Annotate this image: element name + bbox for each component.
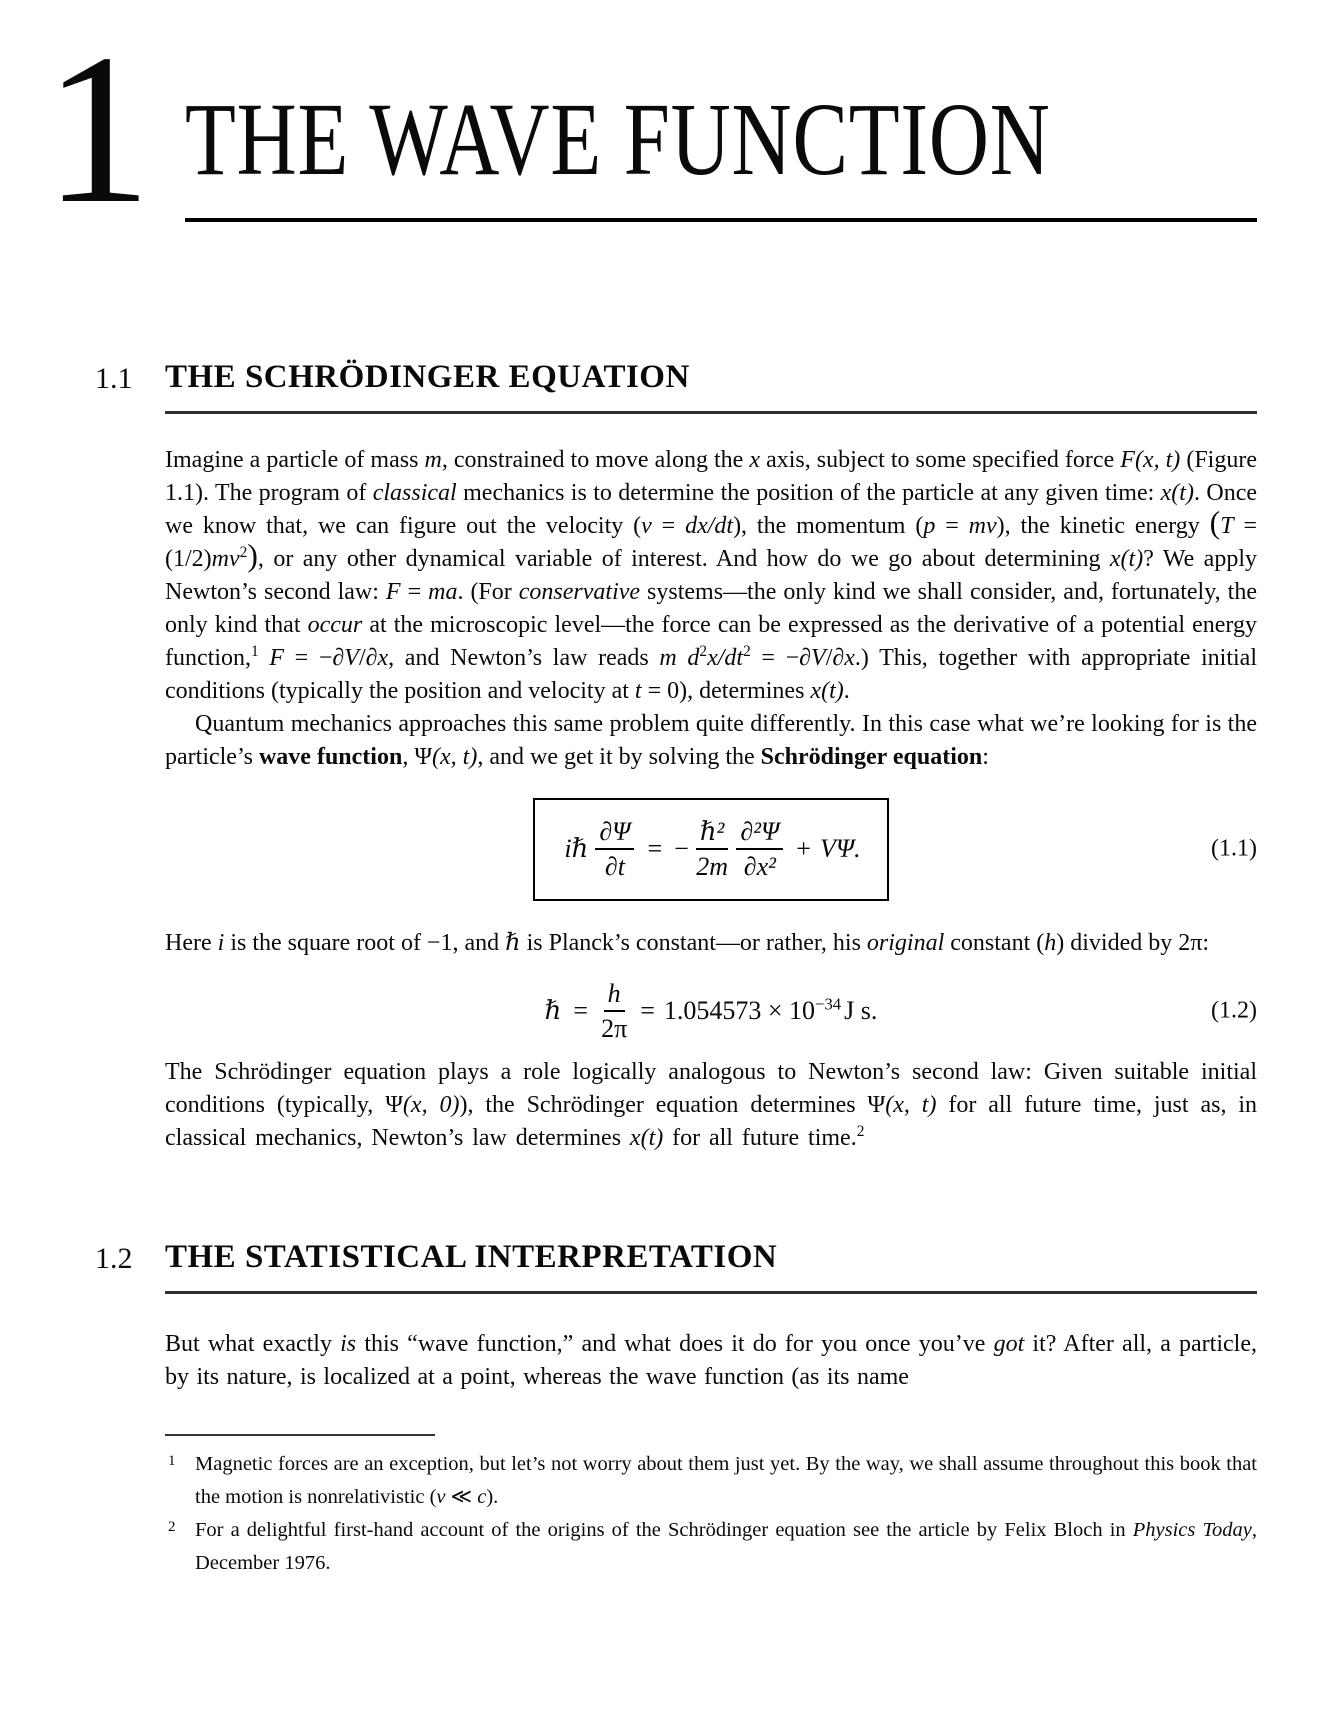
footnote-1-marker: 1 [168, 1453, 176, 1470]
eq12-unit: J s. [844, 995, 878, 1025]
eq11-plus: + [796, 834, 811, 864]
eq11-potential-term: VΨ. [819, 834, 861, 864]
eq12-equals-2: = [640, 995, 655, 1025]
paragraph-analogy-newton: The Schrödinger equation plays a role logically analogous to Newton’s second law: Given suitable initial conditions (typically, Ψ(x, 0)), the Schrödinger equation determines Ψ(x, t) for all future time, just as, in classical mechanics, Newton’s law determines x(t) for all future time.$^2$ [165, 1059, 1258, 1152]
paragraph-classical-mechanics: Imagine a particle of mass m, constrained to move along the x axis, subject to some specified force F(x, t) (Figure 1.1). The program of classical mechanics is to determine the position of the particle at any given time: x(t). Once we know that, we can figure out the velocity (v = dx/dt), the momentum (p = mv), the kinetic energy $(T = (1/2)mv^2)$, or any other dynamical variable of interest. And how do we go about determining x(t)? We apply Newton’s second law: F = ma. (For conservative systems—the only kind we shall consider, and, fortunately, the only kind that occur at the microscopic level—the force can be expressed as the derivative of a potential energy function,$^1$ F = −∂V/∂x, and Newton’s law reads m $d^2x/dt^2 = -\partial V/\partial x$.) This, together with appropriate initial conditions (typically the position and velocity at t = 0), determines x(t). [165, 447, 1258, 704]
section-title: THE STATISTICAL INTERPRETATION [165, 1239, 778, 1276]
eq12-exponent: −34 [815, 994, 842, 1014]
eq11-frac1-numerator: ∂Ψ [595, 818, 634, 850]
eq11-hbar-fraction [696, 818, 729, 881]
schrodinger-equation-box [533, 798, 888, 901]
section-rule [165, 1291, 1257, 1294]
eq11-frac3-numerator: ∂²Ψ [736, 818, 783, 850]
paragraph-planck-constant: Here i is the square root of −1, and ℏ is Planck’s constant—or rather, his original constant (h) divided by 2π: [165, 929, 1209, 956]
equation-1-2 [165, 980, 1257, 1043]
section-number: 1.2 [95, 1242, 133, 1276]
footnote-2 [165, 1514, 1257, 1580]
footnotes-block [165, 1434, 1257, 1580]
eq11-time-derivative-fraction [595, 818, 634, 881]
equation-1-1-tag: (1.1) [1211, 835, 1257, 862]
equation-1-1 [165, 798, 1257, 901]
section-title: THE SCHRÖDINGER EQUATION [165, 359, 690, 395]
eq12-value: $1.054573 \times 10^{-34}$ [663, 994, 842, 1025]
eq11-frac1-denominator: ∂t [604, 852, 625, 882]
eq11-frac2-numerator: ℏ² [696, 818, 729, 850]
paragraph-statistical-interpretation: But what exactly is this “wave function,” and what does it do for you once you’ve got it? After all, a particle, by its nature, is localized at a point, whereas the wave function (as its name [165, 1331, 1257, 1391]
section-1-1-head [95, 359, 1257, 414]
eq12-h-over-2pi-fraction [601, 980, 627, 1043]
eq12-equals-1: = [573, 995, 589, 1025]
eq11-frac3-denominator: ∂x² [743, 852, 776, 882]
eq11-coefficient: iℏ [564, 834, 589, 864]
section-number: 1.1 [95, 362, 133, 395]
equation-1-2-tag: (1.2) [1211, 997, 1257, 1024]
section-1-2-head [95, 1239, 1257, 1294]
eq12-frac-numerator: h [604, 980, 625, 1012]
chapter-title: THE WAVE FUNCTION [185, 82, 1051, 197]
footnote-1-text: Magnetic forces are an exception, but let’s not worry about them just yet. By the way, we shall assume throughout this book that the motion is nonrelativistic (v ≪ c). [195, 1453, 1257, 1509]
eq11-frac2-denominator: 2m [696, 852, 728, 882]
eq11-minus: − [674, 834, 689, 864]
footnote-2-marker: 2 [168, 1519, 176, 1536]
footnote-rule [165, 1434, 435, 1436]
chapter-title-rule [185, 218, 1257, 222]
eq11-equals: = [647, 834, 663, 864]
footnote-2-text: For a delightful first-hand account of the origins of the Schrödinger equation see the article by Felix Bloch in Physics Today, December 1976. [195, 1519, 1257, 1575]
chapter-number: 1 [44, 9, 152, 248]
eq12-frac-denominator: 2π [601, 1013, 628, 1043]
eq12-hbar: ℏ [544, 995, 562, 1025]
footnote-1 [165, 1448, 1257, 1514]
section-rule [165, 411, 1257, 414]
paragraph-quantum-approach: Quantum mechanics approaches this same problem quite differently. In this case what we’re looking for is the particle’s wave function, Ψ(x, t), and we get it by solving the Schrödinger equation: [165, 711, 1257, 770]
eq11-space-derivative-fraction [736, 818, 783, 881]
